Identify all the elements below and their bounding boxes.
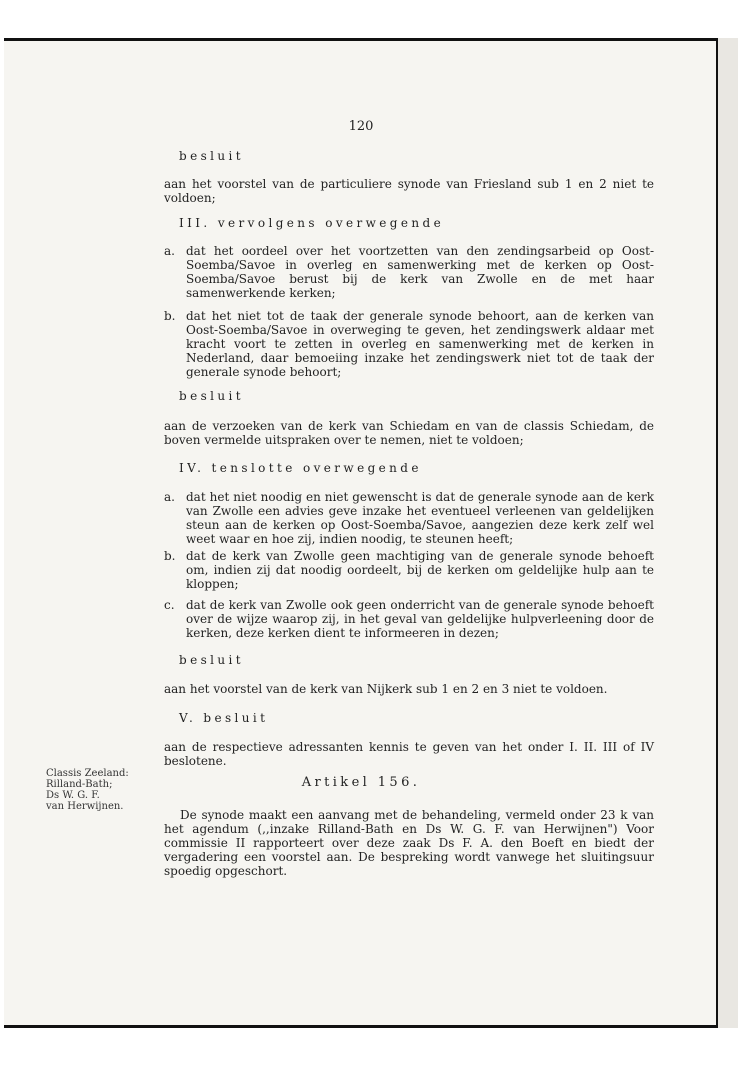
heading-besluit-3: besluit	[179, 653, 244, 667]
list-item-text: dat de kerk van Zwolle ook geen onderricht van de generale synode behoeft over de wijze waarop zij, in het geval van geldelijke hulpverleening door de kerken, deze kerken dient te informeeren in dezen;	[186, 598, 654, 640]
heading-III: III. vervolgens overwegende	[179, 216, 445, 230]
paragraph-artikel: De synode maakt een aanvang met de behandeling, vermeld onder 23 k van het agendum (,,inzake Rilland-Bath en Ds W. G. F. van Herwijnen") Voor commissie II rapporteert over deze zaak Ds F. A. den Boeft en biedt der vergadering een voorstel aan. De bespreking wordt vanwege het sluitingsuur spoedig opgeschort.	[164, 808, 654, 878]
list-item-label: b.	[164, 549, 176, 563]
page-number: 120	[348, 119, 374, 134]
heading-V: V. besluit	[179, 711, 269, 725]
paragraph-1: aan het voorstel van de particuliere synode van Friesland sub 1 en 2 niet te voldoen;	[164, 177, 654, 205]
list-item-label: b.	[164, 309, 176, 323]
page-edge	[718, 38, 738, 1028]
heading-besluit-2: besluit	[179, 389, 244, 403]
list-item-III-b	[164, 309, 654, 379]
heading-besluit-1: besluit	[179, 149, 244, 163]
paragraph-4: aan de respectieve adressanten kennis te geven van het onder I. II. III of IV beslotene.	[164, 740, 654, 768]
list-item-label: a.	[164, 244, 175, 258]
list-item-text: dat het oordeel over het voortzetten van den zendingsarbeid op Oost-Soemba/Savoe in overleg en samenwerking met de kerken op Oost-Soemba/Savoe berust bij de kerk van Zwolle en de met haar samenwerkende kerken;	[186, 244, 654, 300]
list-item-IV-a	[164, 490, 654, 546]
margin-note	[46, 768, 156, 812]
list-item-label: c.	[164, 598, 175, 612]
paragraph-3: aan het voorstel van de kerk van Nijkerk sub 1 en 2 en 3 niet te voldoen.	[164, 682, 608, 696]
list-item-IV-c	[164, 598, 654, 640]
list-item-IV-b	[164, 549, 654, 591]
margin-note-line: van Herwijnen.	[46, 801, 124, 812]
artikel-heading: Artikel 156.	[301, 775, 421, 790]
list-item-text: dat het niet noodig en niet gewenscht is dat de generale synode aan de kerk van Zwolle een advies geve inzake het eventueel verleenen van geldelijken steun aan de kerken op Oost-Soemba/Savoe, aangezien deze kerk zelf wel weet waar en hoe zij, indien noodig, te steunen heeft;	[186, 490, 654, 546]
document-page	[4, 38, 718, 1028]
list-item-label: a.	[164, 490, 175, 504]
list-item-III-a	[164, 244, 654, 300]
list-item-text: dat de kerk van Zwolle geen machtiging van de generale synode behoeft om, indien zij dat noodig oordeelt, bij de kerken om geldelijke hulp aan te kloppen;	[186, 549, 654, 591]
heading-IV: IV. tenslotte overwegende	[179, 461, 422, 475]
margin-note-line: Rilland-Bath;	[46, 779, 113, 790]
margin-note-line: Classis Zeeland:	[46, 768, 129, 779]
list-item-text: dat het niet tot de taak der generale synode behoort, aan de kerken van Oost-Soemba/Savoe in overweging te geven, het zendingswerk aldaar met kracht voort te zetten in overleg en samenwerking met de kerken in Nederland, daar bemoeiing inzake het zendingswerk niet tot de taak der generale synode behoort;	[186, 309, 654, 379]
paragraph-2: aan de verzoeken van de kerk van Schiedam en van de classis Schiedam, de boven vermelde uitspraken over te nemen, niet te voldoen;	[164, 419, 654, 447]
margin-note-line: Ds W. G. F.	[46, 790, 100, 801]
